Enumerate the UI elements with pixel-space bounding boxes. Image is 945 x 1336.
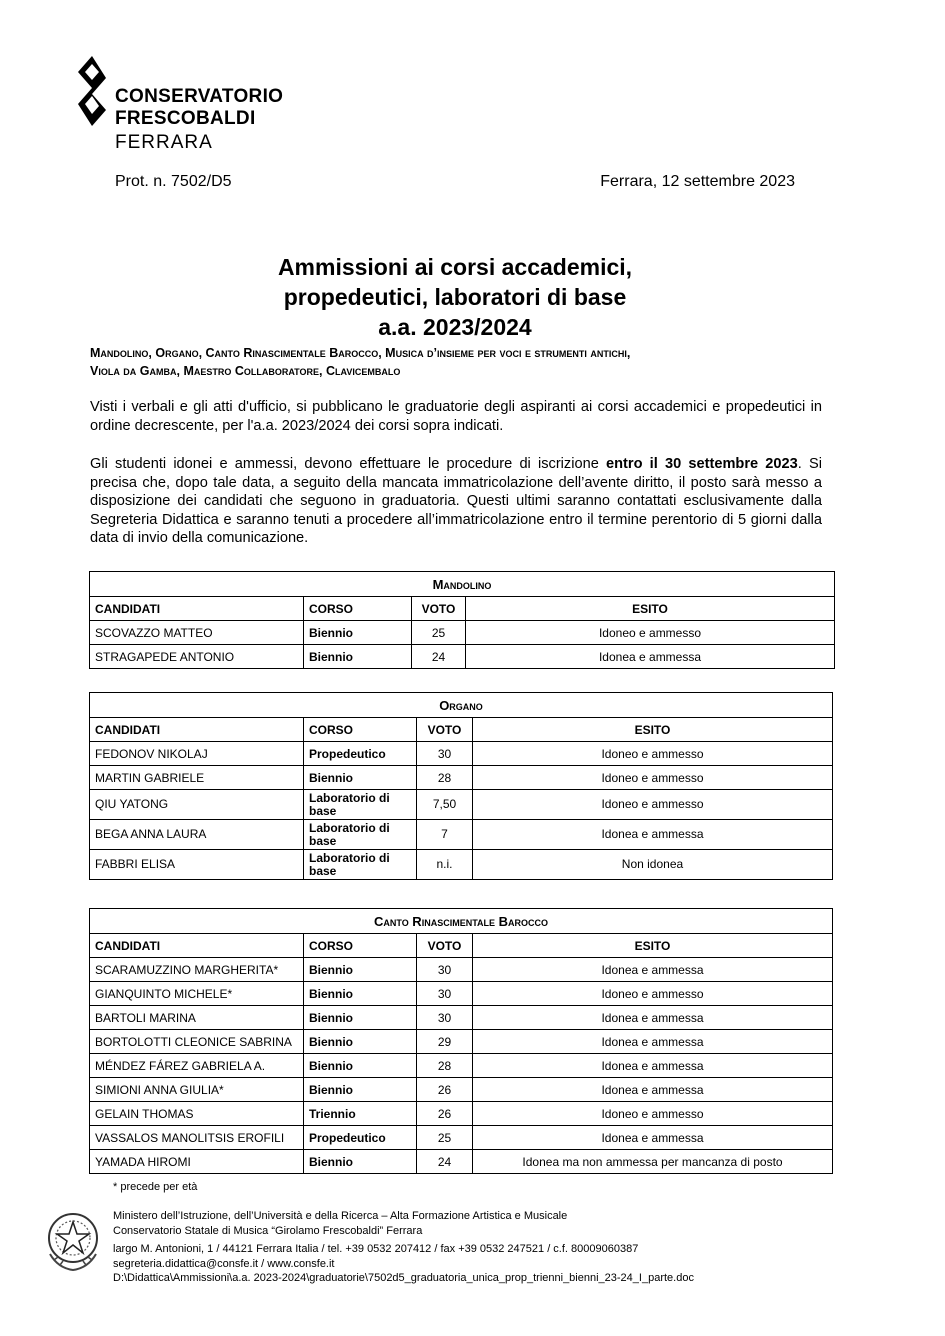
course: Biennio [304,1078,417,1102]
title-line-2: propedeutici, laboratori di base [283,284,627,310]
candidate-name: BARTOLI MARINA [90,1006,304,1030]
column-header-candidati: CANDIDATI [90,718,304,742]
candidate-name: MARTIN GABRIELE [90,766,304,790]
score: 25 [412,621,466,645]
course: Biennio [304,958,417,982]
candidate-name: FABBRI ELISA [90,850,304,880]
logo-text-city: FERRARA [115,132,213,153]
title-line-1: Ammissioni ai corsi accademici, [277,254,633,280]
score: 28 [417,1054,473,1078]
intro-paragraph: Visti i verbali e gli atti d'ufficio, si pubblicano le graduatorie degli aspiranti ai corsi accademici e propedeutici in ordine decrescente, per l'a.a. 2023/2024 dei corsi sopra indicati. [90,399,822,434]
table-mandolino [89,571,835,669]
course: Propedeutico [304,1126,417,1150]
title-line-3: a.a. 2023/2024 [378,314,532,340]
table-row [90,958,833,982]
table-row [90,1150,833,1174]
column-header-corso: CORSO [304,597,412,621]
outcome: Idoneo e ammesso [473,742,833,766]
course: Triennio [304,1102,417,1126]
score: n.i. [417,850,473,880]
column-header-candidati: CANDIDATI [90,597,304,621]
course: Laboratorio di base [304,850,417,880]
candidate-name: QIU YATONG [90,790,304,820]
score: 7,50 [417,790,473,820]
table-row [90,645,835,669]
table-row [90,621,835,645]
table-row [90,766,833,790]
footer-file-path: D:\Didattica\Ammissioni\a.a. 2023-2024\graduatorie\7502d5_graduatoria_unica_prop_trienni_bienni_23-24_I_parte.doc [113,1272,694,1284]
italian-republic-emblem-icon [44,1208,102,1274]
outcome: Idonea e ammessa [473,1030,833,1054]
conservatorio-logo-icon [78,56,108,126]
table-row [90,850,833,880]
score: 30 [417,982,473,1006]
course: Biennio [304,621,412,645]
outcome: Idonea e ammessa [473,820,833,850]
table-row [90,790,833,820]
table-row [90,742,833,766]
column-header-voto: VOTO [417,718,473,742]
footer-contacts: segreteria.didattica@consfe.it / www.consfe.it [113,1258,335,1270]
column-header-candidati: CANDIDATI [90,934,304,958]
table-row [90,1006,833,1030]
table-row [90,1126,833,1150]
enrollment-paragraph [90,455,822,548]
footer-address: largo M. Antonioni, 1 / 44121 Ferrara Italia / tel. +39 0532 207412 / fax +39 0532 247521 / c.f. 80009060387 [113,1243,639,1255]
candidate-name: YAMADA HIROMI [90,1150,304,1174]
footnote: * precede per età [113,1181,198,1193]
score: 30 [417,1006,473,1030]
outcome: Idonea e ammessa [473,1054,833,1078]
course: Biennio [304,982,417,1006]
candidate-name: VASSALOS MANOLITSIS EROFILI [90,1126,304,1150]
course: Biennio [304,1150,417,1174]
subjects-line-1: Mandolino, Organo, Canto Rinascimentale Barocco, Musica d’insieme per voci e strumenti antichi, [90,346,631,360]
column-header-voto: VOTO [417,934,473,958]
score: 25 [417,1126,473,1150]
candidate-name: MÉNDEZ FÁREZ GABRIELA A. [90,1054,304,1078]
table-row [90,1102,833,1126]
candidate-name: SIMIONI ANNA GIULIA* [90,1078,304,1102]
table-row [90,982,833,1006]
score: 28 [417,766,473,790]
outcome: Idoneo e ammesso [473,790,833,820]
outcome: Idonea e ammessa [466,645,835,669]
score: 30 [417,742,473,766]
enrollment-text-start: Gli studenti idonei e ammessi, devono effettuare le procedure di iscrizione [90,456,606,472]
candidate-name: STRAGAPEDE ANTONIO [90,645,304,669]
column-header-esito: ESITO [473,934,833,958]
outcome: Idoneo e ammesso [466,621,835,645]
table-row [90,1030,833,1054]
enrollment-text-end: . Si precisa che, dopo tale data, a seguito della mancata immatricolazione dell’avente diritto, il posto sarà messo a disposizione dei candidati che seguono in graduatoria. Questi ultimi saranno contattati esclusivamente dalla Segreteria Didattica e saranno tenuti a procedere all’immatricolazione entro il termine perentorio di 5 giorni dalla data di invio della comunicazione. [90,456,822,547]
logo-text-line-1: CONSERVATORIO [115,86,284,107]
subjects-list [90,344,850,380]
outcome: Idoneo e ammesso [473,1102,833,1126]
table-title: Organo [90,693,833,718]
document-date: Ferrara, 12 settembre 2023 [600,173,795,190]
course: Biennio [304,1030,417,1054]
footer-ministry: Ministero dell’Istruzione, dell’Università e della Ricerca – Alta Formazione Artistica e Musicale [113,1210,568,1222]
enrollment-deadline: entro il 30 settembre 2023 [606,456,798,472]
candidate-name: GELAIN THOMAS [90,1102,304,1126]
table-canto-rinascimentale-barocco [89,908,833,1174]
course: Biennio [304,1054,417,1078]
subjects-line-2: Viola da Gamba, Maestro Collaboratore, Clavicembalo [90,364,401,378]
table-organo [89,692,833,880]
course: Laboratorio di base [304,790,417,820]
score: 26 [417,1078,473,1102]
candidate-name: BORTOLOTTI CLEONICE SABRINA [90,1030,304,1054]
protocol-number: Prot. n. 7502/D5 [115,173,232,190]
outcome: Idonea e ammessa [473,1006,833,1030]
table-row [90,1054,833,1078]
score: 7 [417,820,473,850]
table-title: Canto Rinascimentale Barocco [90,909,833,934]
course: Biennio [304,645,412,669]
column-header-esito: ESITO [466,597,835,621]
course: Propedeutico [304,742,417,766]
table-title: Mandolino [90,572,835,597]
table-row [90,1078,833,1102]
column-header-corso: CORSO [304,934,417,958]
score: 29 [417,1030,473,1054]
candidate-name: BEGA ANNA LAURA [90,820,304,850]
outcome: Idonea ma non ammessa per mancanza di posto [473,1150,833,1174]
column-header-voto: VOTO [412,597,466,621]
course: Biennio [304,1006,417,1030]
course: Biennio [304,766,417,790]
score: 24 [417,1150,473,1174]
column-header-esito: ESITO [473,718,833,742]
candidate-name: SCOVAZZO MATTEO [90,621,304,645]
candidate-name: SCARAMUZZINO MARGHERITA* [90,958,304,982]
outcome: Idoneo e ammesso [473,982,833,1006]
score: 26 [417,1102,473,1126]
table-row [90,820,833,850]
candidate-name: FEDONOV NIKOLAJ [90,742,304,766]
course: Laboratorio di base [304,820,417,850]
score: 24 [412,645,466,669]
outcome: Idonea e ammessa [473,1078,833,1102]
outcome: Idonea e ammessa [473,1126,833,1150]
column-header-corso: CORSO [304,718,417,742]
candidate-name: GIANQUINTO MICHELE* [90,982,304,1006]
score: 30 [417,958,473,982]
outcome: Non idonea [473,850,833,880]
logo-text-line-2: FRESCOBALDI [115,108,256,129]
outcome: Idoneo e ammesso [473,766,833,790]
footer-conservatory: Conservatorio Statale di Musica “Girolamo Frescobaldi” Ferrara [113,1225,423,1237]
outcome: Idonea e ammessa [473,958,833,982]
